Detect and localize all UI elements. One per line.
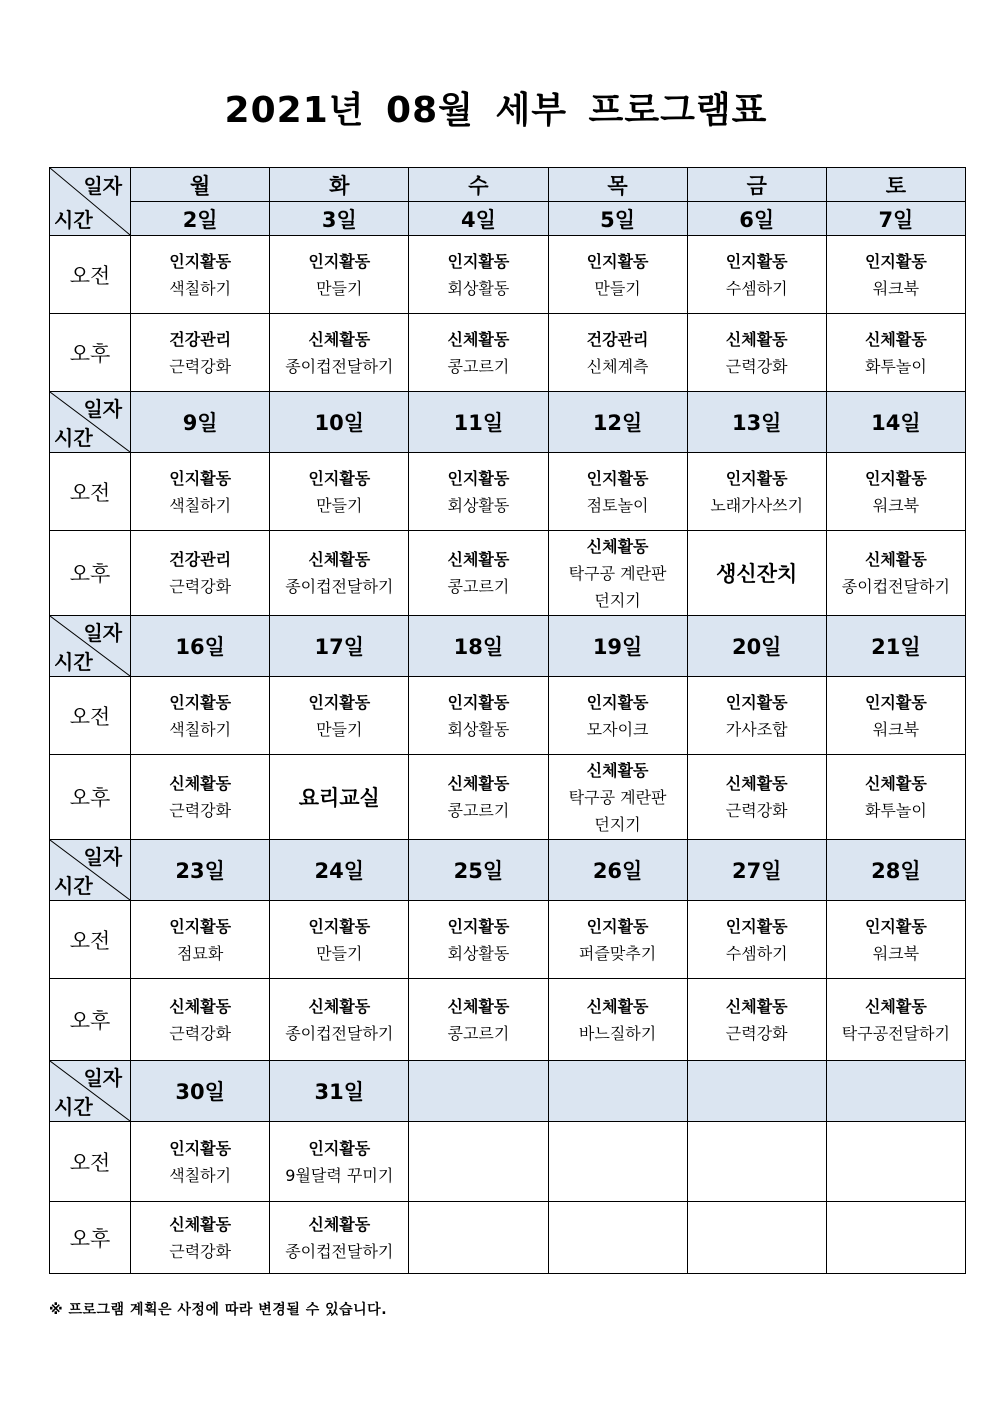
activity-category: 신체활동 bbox=[447, 550, 510, 569]
afternoon-label: 오후 bbox=[50, 979, 131, 1061]
morning-row bbox=[50, 677, 966, 755]
weekday-header: 금 bbox=[687, 168, 826, 202]
date-header-row bbox=[50, 392, 966, 453]
activity-category: 인지활동 bbox=[447, 468, 510, 488]
date-header: 7일 bbox=[826, 202, 965, 236]
corner-time-label: 시간 bbox=[54, 874, 93, 898]
activity-detail: 색칠하기 bbox=[169, 719, 232, 739]
am-activity-cell bbox=[687, 453, 826, 531]
activity-detail: 콩고르기 bbox=[447, 1023, 510, 1043]
date-header bbox=[409, 1061, 548, 1122]
date-header: 11일 bbox=[409, 392, 548, 453]
activity-detail: 만들기 bbox=[316, 495, 363, 515]
pm-activity-cell bbox=[409, 314, 548, 392]
afternoon-row bbox=[50, 755, 966, 840]
am-activity-cell bbox=[131, 1122, 270, 1202]
footnote: ※ 프로그램 계획은 사정에 따라 변경될 수 있습니다. bbox=[49, 1302, 388, 1318]
date-header bbox=[687, 1061, 826, 1122]
activity-category: 신체활동 bbox=[864, 550, 927, 569]
activity-category: 신체활동 bbox=[864, 329, 927, 349]
activity-category: 신체활동 bbox=[169, 774, 232, 793]
activity-detail: 탁구공전달하기 bbox=[841, 1023, 950, 1043]
activity-detail: 만들기 bbox=[316, 278, 363, 298]
morning-label: 오전 bbox=[50, 677, 131, 755]
corner-date-label: 일자 bbox=[83, 174, 123, 198]
activity-detail: 종이컵전달하기 bbox=[285, 577, 394, 596]
date-header: 6일 bbox=[687, 202, 826, 236]
corner-header bbox=[50, 168, 131, 236]
morning-row bbox=[50, 1122, 966, 1202]
date-header: 10일 bbox=[270, 392, 409, 453]
activity-category: 인지활동 bbox=[725, 251, 788, 271]
am-activity-cell bbox=[409, 901, 548, 979]
date-header: 13일 bbox=[687, 392, 826, 453]
activity-detail: 9월달력 꾸미기 bbox=[285, 1165, 394, 1185]
activity-detail: 퍼즐맞추기 bbox=[578, 943, 657, 963]
activity-category: 신체활동 bbox=[169, 996, 232, 1016]
am-activity-cell bbox=[270, 1122, 409, 1202]
pm-activity-cell bbox=[687, 531, 826, 616]
corner-time-label: 시간 bbox=[54, 426, 93, 450]
date-header: 20일 bbox=[687, 616, 826, 677]
activity-detail: 근력강화 bbox=[169, 356, 232, 376]
activity-detail: 근력강화 bbox=[169, 801, 232, 820]
activity-category: 인지활동 bbox=[169, 251, 232, 271]
pm-activity-cell bbox=[131, 1202, 270, 1274]
activity-category: 신체활동 bbox=[725, 329, 788, 349]
activity-category: 인지활동 bbox=[586, 251, 649, 271]
date-header: 24일 bbox=[270, 840, 409, 901]
afternoon-label: 오후 bbox=[50, 314, 131, 392]
activity-category: 신체활동 bbox=[586, 760, 649, 780]
activity-detail: 만들기 bbox=[316, 943, 363, 963]
activity-category: 인지활동 bbox=[864, 468, 927, 488]
activity-detail: 워크북 bbox=[872, 495, 920, 515]
activity-category: 인지활동 bbox=[169, 692, 232, 712]
activity-category: 인지활동 bbox=[169, 1138, 232, 1158]
am-activity-cell bbox=[409, 677, 548, 755]
activity-category: 인지활동 bbox=[586, 916, 649, 936]
pm-activity-cell bbox=[687, 755, 826, 840]
activity-category: 신체활동 bbox=[169, 1214, 232, 1234]
special-event-label: 생신잔치 bbox=[716, 562, 798, 586]
activity-detail: 만들기 bbox=[594, 278, 641, 298]
pm-activity-cell bbox=[826, 979, 965, 1061]
activity-detail: 콩고르기 bbox=[447, 801, 510, 820]
activity-category: 건강관리 bbox=[586, 329, 649, 349]
date-header bbox=[826, 1061, 965, 1122]
pm-activity-cell bbox=[409, 1202, 548, 1274]
activity-detail: 근력강화 bbox=[169, 577, 232, 596]
activity-detail: 색칠하기 bbox=[169, 1165, 232, 1185]
morning-label: 오전 bbox=[50, 236, 131, 314]
activity-category: 인지활동 bbox=[864, 692, 927, 712]
afternoon-row bbox=[50, 531, 966, 616]
pm-activity-cell bbox=[548, 979, 687, 1061]
morning-label: 오전 bbox=[50, 901, 131, 979]
pm-activity-cell bbox=[409, 755, 548, 840]
afternoon-row bbox=[50, 1202, 966, 1274]
activity-detail: 회상활동 bbox=[447, 943, 510, 963]
activity-detail: 화투놀이 bbox=[864, 801, 927, 820]
date-header: 31일 bbox=[270, 1061, 409, 1122]
activity-detail: 종이컵전달하기 bbox=[841, 577, 950, 596]
am-activity-cell bbox=[826, 1122, 965, 1202]
weekday-header: 월 bbox=[131, 168, 270, 202]
am-activity-cell bbox=[131, 901, 270, 979]
activity-category: 인지활동 bbox=[725, 468, 788, 488]
date-header: 14일 bbox=[826, 392, 965, 453]
am-activity-cell bbox=[826, 236, 965, 314]
pm-activity-cell bbox=[409, 979, 548, 1061]
afternoon-label: 오후 bbox=[50, 755, 131, 840]
am-activity-cell bbox=[409, 453, 548, 531]
activity-detail: 워크북 bbox=[872, 943, 920, 963]
am-activity-cell bbox=[548, 1122, 687, 1202]
date-header-row bbox=[50, 1061, 966, 1122]
afternoon-row bbox=[50, 314, 966, 392]
pm-activity-cell bbox=[826, 755, 965, 840]
date-header: 27일 bbox=[687, 840, 826, 901]
am-activity-cell bbox=[270, 236, 409, 314]
activity-category: 신체활동 bbox=[447, 774, 510, 793]
activity-category: 신체활동 bbox=[725, 774, 788, 793]
activity-detail: 탁구공 계란판 bbox=[568, 563, 667, 583]
pm-activity-cell bbox=[687, 979, 826, 1061]
date-header: 25일 bbox=[409, 840, 548, 901]
activity-detail: 근력강화 bbox=[725, 801, 788, 820]
activity-category: 신체활동 bbox=[447, 329, 510, 349]
activity-detail: 근력강화 bbox=[725, 1023, 788, 1043]
activity-detail: 만들기 bbox=[316, 719, 363, 739]
activity-category: 인지활동 bbox=[586, 468, 649, 488]
weekday-header: 토 bbox=[826, 168, 965, 202]
am-activity-cell bbox=[270, 901, 409, 979]
afternoon-row bbox=[50, 979, 966, 1061]
date-header-row bbox=[50, 616, 966, 677]
activity-detail: 색칠하기 bbox=[169, 278, 232, 298]
am-activity-cell bbox=[687, 677, 826, 755]
activity-category: 건강관리 bbox=[169, 550, 232, 569]
date-header: 30일 bbox=[131, 1061, 270, 1122]
special-event-label: 요리교실 bbox=[298, 786, 380, 810]
date-header-row bbox=[50, 840, 966, 901]
activity-detail: 워크북 bbox=[872, 278, 920, 298]
am-activity-cell bbox=[548, 236, 687, 314]
pm-activity-cell bbox=[270, 1202, 409, 1274]
am-activity-cell bbox=[548, 453, 687, 531]
activity-detail: 점묘화 bbox=[176, 943, 224, 963]
activity-category: 인지활동 bbox=[308, 1138, 371, 1158]
corner-header bbox=[50, 392, 131, 453]
pm-activity-cell bbox=[548, 531, 687, 616]
corner-date-label: 일자 bbox=[83, 621, 123, 645]
date-header: 17일 bbox=[270, 616, 409, 677]
date-header: 18일 bbox=[409, 616, 548, 677]
date-header: 4일 bbox=[409, 202, 548, 236]
date-header: 26일 bbox=[548, 840, 687, 901]
am-activity-cell bbox=[826, 901, 965, 979]
page-title: 2021년 08월 세부 프로그램표 bbox=[224, 90, 768, 131]
date-header-row bbox=[50, 202, 966, 236]
pm-activity-cell bbox=[131, 531, 270, 616]
activity-detail: 회상활동 bbox=[447, 719, 510, 739]
activity-detail: 모자이크 bbox=[586, 719, 649, 739]
pm-activity-cell bbox=[131, 314, 270, 392]
date-header: 2일 bbox=[131, 202, 270, 236]
date-header: 28일 bbox=[826, 840, 965, 901]
pm-activity-cell bbox=[826, 531, 965, 616]
activity-detail: 수셈하기 bbox=[725, 278, 788, 298]
corner-date-label: 일자 bbox=[83, 1066, 123, 1090]
morning-row bbox=[50, 453, 966, 531]
activity-detail: 탁구공 계란판 bbox=[568, 787, 667, 807]
am-activity-cell bbox=[826, 453, 965, 531]
corner-header bbox=[50, 840, 131, 901]
activity-detail-line2: 던지기 bbox=[594, 590, 641, 610]
activity-category: 건강관리 bbox=[169, 329, 232, 349]
activity-category: 신체활동 bbox=[864, 774, 927, 793]
corner-time-label: 시간 bbox=[54, 1095, 93, 1119]
activity-category: 신체활동 bbox=[864, 996, 927, 1016]
activity-detail: 종이컵전달하기 bbox=[285, 1241, 394, 1261]
activity-detail: 색칠하기 bbox=[169, 495, 232, 515]
pm-activity-cell bbox=[131, 979, 270, 1061]
activity-detail: 종이컵전달하기 bbox=[285, 1023, 394, 1043]
activity-category: 신체활동 bbox=[586, 996, 649, 1016]
pm-activity-cell bbox=[687, 1202, 826, 1274]
activity-detail-line2: 던지기 bbox=[594, 814, 641, 834]
corner-header bbox=[50, 616, 131, 677]
pm-activity-cell bbox=[270, 755, 409, 840]
pm-activity-cell bbox=[826, 314, 965, 392]
activity-detail: 노래가사쓰기 bbox=[710, 495, 804, 515]
activity-category: 신체활동 bbox=[308, 550, 371, 569]
activity-category: 인지활동 bbox=[169, 916, 232, 936]
corner-time-label: 시간 bbox=[54, 208, 93, 232]
date-header bbox=[548, 1061, 687, 1122]
activity-detail: 워크북 bbox=[872, 719, 920, 739]
activity-category: 인지활동 bbox=[864, 916, 927, 936]
activity-detail: 점토놀이 bbox=[586, 495, 649, 515]
activity-category: 신체활동 bbox=[308, 996, 371, 1016]
morning-row bbox=[50, 901, 966, 979]
afternoon-label: 오후 bbox=[50, 1202, 131, 1274]
activity-category: 인지활동 bbox=[725, 916, 788, 936]
am-activity-cell bbox=[131, 236, 270, 314]
pm-activity-cell bbox=[548, 314, 687, 392]
activity-category: 인지활동 bbox=[864, 251, 927, 271]
pm-activity-cell bbox=[270, 979, 409, 1061]
activity-category: 인지활동 bbox=[447, 251, 510, 271]
activity-detail: 근력강화 bbox=[169, 1241, 232, 1261]
activity-category: 신체활동 bbox=[308, 1214, 371, 1234]
pm-activity-cell bbox=[548, 1202, 687, 1274]
am-activity-cell bbox=[131, 677, 270, 755]
date-header: 5일 bbox=[548, 202, 687, 236]
weekday-header: 목 bbox=[548, 168, 687, 202]
activity-category: 인지활동 bbox=[725, 692, 788, 712]
am-activity-cell bbox=[826, 677, 965, 755]
activity-category: 인지활동 bbox=[308, 251, 371, 271]
activity-detail: 종이컵전달하기 bbox=[285, 356, 394, 376]
activity-detail: 화투놀이 bbox=[864, 356, 927, 376]
morning-label: 오전 bbox=[50, 453, 131, 531]
activity-detail: 근력강화 bbox=[169, 1023, 232, 1043]
am-activity-cell bbox=[270, 677, 409, 755]
am-activity-cell bbox=[687, 236, 826, 314]
corner-header bbox=[50, 1061, 131, 1122]
activity-detail: 가사조합 bbox=[725, 719, 788, 739]
activity-detail: 수셈하기 bbox=[725, 943, 788, 963]
pm-activity-cell bbox=[826, 1202, 965, 1274]
pm-activity-cell bbox=[548, 755, 687, 840]
am-activity-cell bbox=[548, 677, 687, 755]
pm-activity-cell bbox=[409, 531, 548, 616]
am-activity-cell bbox=[270, 453, 409, 531]
am-activity-cell bbox=[409, 236, 548, 314]
am-activity-cell bbox=[687, 901, 826, 979]
pm-activity-cell bbox=[270, 531, 409, 616]
activity-category: 신체활동 bbox=[447, 996, 510, 1016]
pm-activity-cell bbox=[131, 755, 270, 840]
activity-detail: 신체계측 bbox=[586, 356, 649, 376]
morning-label: 오전 bbox=[50, 1122, 131, 1202]
am-activity-cell bbox=[131, 453, 270, 531]
date-header: 9일 bbox=[131, 392, 270, 453]
weekday-header: 화 bbox=[270, 168, 409, 202]
date-header: 19일 bbox=[548, 616, 687, 677]
activity-category: 인지활동 bbox=[308, 916, 371, 936]
date-header: 23일 bbox=[131, 840, 270, 901]
activity-category: 인지활동 bbox=[308, 468, 371, 488]
activity-category: 인지활동 bbox=[586, 692, 649, 712]
activity-category: 인지활동 bbox=[447, 916, 510, 936]
activity-category: 인지활동 bbox=[169, 468, 232, 488]
weekday-header-row bbox=[50, 168, 966, 202]
corner-time-label: 시간 bbox=[54, 650, 93, 674]
activity-category: 신체활동 bbox=[586, 536, 649, 556]
pm-activity-cell bbox=[687, 314, 826, 392]
corner-date-label: 일자 bbox=[83, 845, 123, 869]
am-activity-cell bbox=[548, 901, 687, 979]
activity-detail: 회상활동 bbox=[447, 495, 510, 515]
activity-detail: 바느질하기 bbox=[578, 1023, 657, 1043]
activity-detail: 콩고르기 bbox=[447, 577, 510, 596]
date-header: 3일 bbox=[270, 202, 409, 236]
activity-detail: 회상활동 bbox=[447, 278, 510, 298]
activity-category: 신체활동 bbox=[725, 996, 788, 1016]
morning-row bbox=[50, 236, 966, 314]
activity-category: 인지활동 bbox=[447, 692, 510, 712]
afternoon-label: 오후 bbox=[50, 531, 131, 616]
pm-activity-cell bbox=[270, 314, 409, 392]
activity-detail: 콩고르기 bbox=[447, 356, 510, 376]
activity-category: 신체활동 bbox=[308, 329, 371, 349]
date-header: 12일 bbox=[548, 392, 687, 453]
program-schedule-table bbox=[49, 167, 966, 1274]
corner-date-label: 일자 bbox=[83, 397, 123, 421]
am-activity-cell bbox=[409, 1122, 548, 1202]
am-activity-cell bbox=[687, 1122, 826, 1202]
weekday-header: 수 bbox=[409, 168, 548, 202]
date-header: 21일 bbox=[826, 616, 965, 677]
date-header: 16일 bbox=[131, 616, 270, 677]
activity-detail: 근력강화 bbox=[725, 356, 788, 376]
activity-category: 인지활동 bbox=[308, 692, 371, 712]
